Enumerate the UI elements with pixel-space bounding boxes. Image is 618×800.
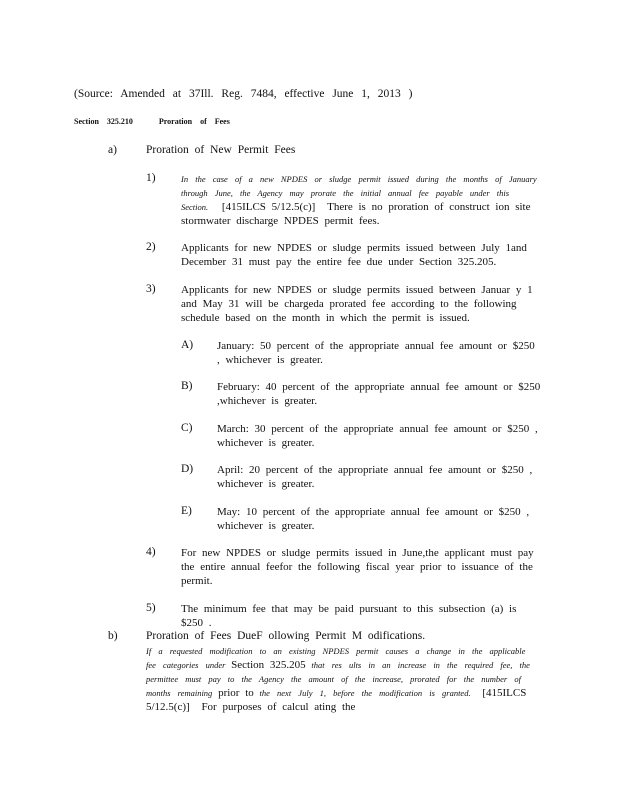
item-1-statute: In the case of a new NPDES or sludge permit issued during the months of January through June, the Agency may prorate the initial annual fee payable under this Section.: [181, 174, 537, 212]
schedule-c-label: C): [181, 422, 193, 434]
subsection-b-section-ref: Section 325.205: [231, 659, 306, 671]
subsection-b-heading: Proration of Fees DueF ollowing Permit M odifications.: [146, 630, 426, 642]
item-1-rule: There is no proration of construct ion site stormwater discharge NPDES permit fees.: [181, 201, 531, 227]
section-heading: [74, 117, 230, 126]
subsection-b-statute-2: that res ults in an increase in the required fee, the permittee must pay to the Agency the amount of the increase, prorated for the number of months remaining: [146, 660, 530, 698]
item-2-text: Applicants for new NPDES or sludge permits issued between July 1and December 31 must pay the entire fee due under Section 325.205.: [181, 242, 527, 268]
section-number: Section 325.210: [74, 117, 133, 126]
item-3-text: Applicants for new NPDES or sludge permits issued between Januar y 1 and May 31 will be chargeda prorated fee according to the following schedule based on the month in which the permit is issued.: [181, 284, 533, 324]
schedule-d-text: April: 20 percent of the appropriate annual fee amount or $250 , whichever is greater.: [217, 464, 533, 490]
item-2-label: 2): [146, 241, 156, 253]
subsection-b-statute-1: If a requested modification to an existing NPDES permit causes a change in the applicable fee categories under: [146, 646, 526, 670]
item-1-label: 1): [146, 172, 156, 184]
source-note: (Source: Amended at 37Ill. Reg. 7484, effective June 1, 2013 ): [74, 88, 413, 100]
subsection-b-rule: For purposes of calcul ating the: [201, 701, 356, 713]
subsection-b-statute-3: the next July 1, before the modification is granted.: [259, 688, 471, 698]
subsection-b-citation: [415ILCS 5/12.5(c)]: [146, 687, 527, 713]
subsection-a-heading: Proration of New Permit Fees: [146, 144, 296, 156]
subsection-a-label: a): [108, 144, 117, 156]
section-title: Proration of Fees: [158, 117, 230, 126]
item-5-text: The minimum fee that may be paid pursuant to this subsection (a) is $250 .: [181, 603, 517, 629]
item-1-citation: [415ILCS 5/12.5(c)]: [221, 201, 316, 213]
item-4-label: 4): [146, 546, 156, 558]
subsection-b-text: [146, 644, 538, 714]
subsection-b-label: b): [108, 630, 118, 642]
schedule-a-label: A): [181, 339, 194, 351]
schedule-e-label: E): [181, 505, 192, 517]
item-5-label: 5): [146, 602, 156, 614]
schedule-c-text: March: 30 percent of the appropriate annual fee amount or $250 , whichever is greater.: [217, 423, 538, 449]
schedule-a-text: January: 50 percent of the appropriate annual fee amount or $250 , whichever is greater.: [217, 340, 535, 366]
schedule-b-label: B): [181, 380, 193, 392]
schedule-b-text: February: 40 percent of the appropriate annual fee amount or $250 ,whichever is greater.: [217, 381, 541, 407]
item-4-text: For new NPDES or sludge permits issued in June,the applicant must pay the entire annual feefor the following fiscal year prior to issuance of the permit.: [181, 547, 534, 587]
schedule-d-label: D): [181, 463, 194, 475]
item-1-text: [181, 172, 541, 228]
subsection-b-prior-to: prior to: [218, 687, 254, 699]
item-3-label: 3): [146, 283, 156, 295]
schedule-e-text: May: 10 percent of the appropriate annual fee amount or $250 , whichever is greater.: [217, 506, 530, 532]
